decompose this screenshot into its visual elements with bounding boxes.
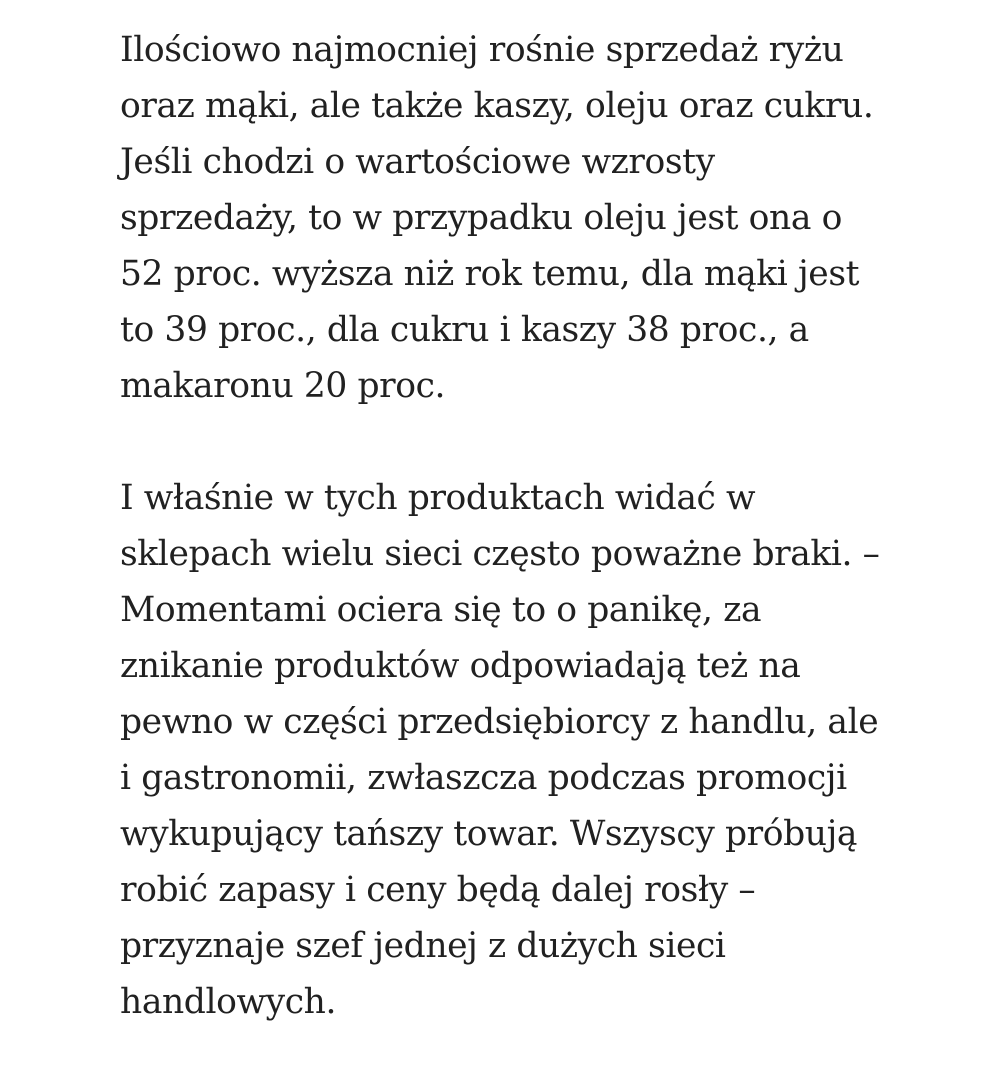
text-line: sklepach wielu sieci często poważne braki. – <box>120 534 880 574</box>
text-line: znikanie produktów odpowiadają też na <box>120 646 801 686</box>
text-line: makaronu 20 proc. <box>120 366 446 406</box>
paragraph-sales-growth <box>120 22 950 414</box>
text-line: Jeśli chodzi o wartościowe wzrosty <box>120 142 715 182</box>
paragraph-shortages-quote <box>120 470 950 1030</box>
text-line: robić zapasy i ceny będą dalej rosły – <box>120 870 756 910</box>
text-line: to 39 proc., dla cukru i kaszy 38 proc., a <box>120 310 809 350</box>
text-line: sprzedaży, to w przypadku oleju jest ona o <box>120 198 842 238</box>
text-line: handlowych. <box>120 982 337 1022</box>
text-line: Momentami ociera się to o panikę, za <box>120 590 762 630</box>
text-line: pewno w części przedsiębiorcy z handlu, ale <box>120 702 879 742</box>
text-line: Ilościowo najmocniej rośnie sprzedaż ryżu <box>120 30 844 70</box>
text-line: I właśnie w tych produktach widać w <box>120 478 756 518</box>
article-body <box>120 22 950 1030</box>
text-line: oraz mąki, ale także kaszy, oleju oraz cukru. <box>120 86 874 126</box>
text-line: 52 proc. wyższa niż rok temu, dla mąki jest <box>120 254 860 294</box>
text-line: przyznaje szef jednej z dużych sieci <box>120 926 726 966</box>
text-line: wykupujący tańszy towar. Wszyscy próbują <box>120 814 858 854</box>
text-line: i gastronomii, zwłaszcza podczas promocji <box>120 758 847 798</box>
